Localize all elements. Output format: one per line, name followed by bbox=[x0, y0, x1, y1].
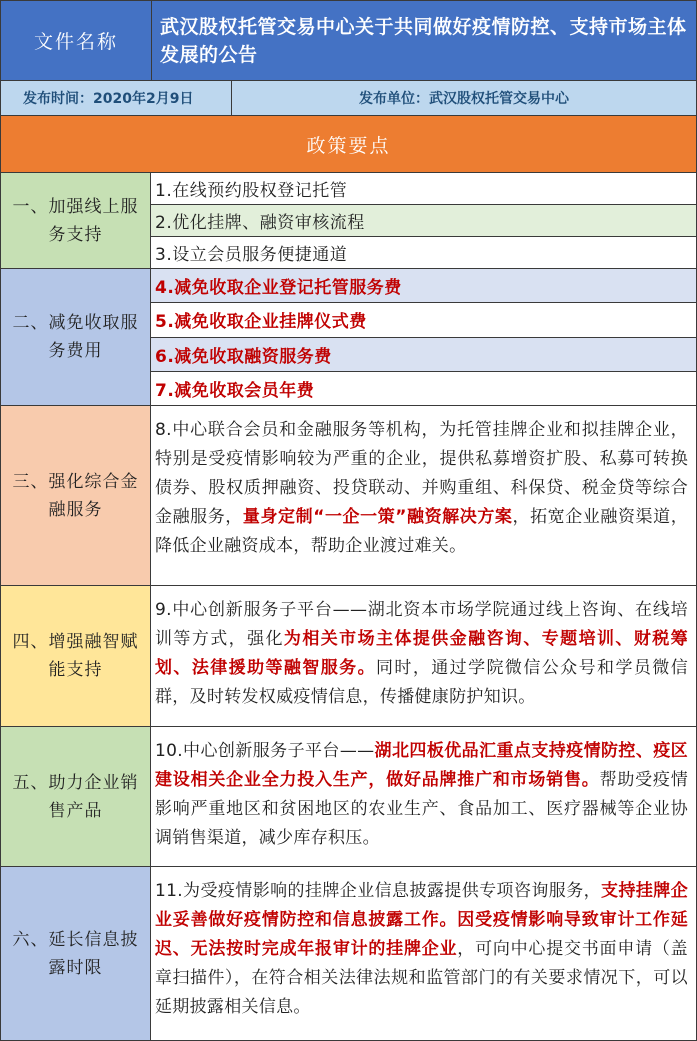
paragraph-text: 同时，通过学院微信公众号和学员微信群，及时转发权威疫情信息，传播健康防护知识。 bbox=[155, 658, 688, 707]
highlighted-text: 量身定制“一企一策”融资解决方案 bbox=[242, 507, 513, 527]
publisher: 发布单位：武汉股权托管交易中心 bbox=[359, 91, 569, 107]
item-list bbox=[151, 173, 696, 268]
section-disclosure-extension bbox=[0, 867, 697, 1041]
section-financial-services bbox=[0, 406, 697, 586]
paragraph-text: 11.为受疫情影响的挂牌企业信息披露提供专项咨询服务， bbox=[155, 881, 602, 901]
item-list bbox=[151, 269, 696, 405]
highlighted-text: 为相关市场主体提供金融咨询、专题培训、财税筹划、法律援助等融智服务。 bbox=[155, 629, 688, 678]
list-item: 5.减免收取企业挂牌仪式费 bbox=[151, 303, 696, 337]
paragraph-text: 8.中心联合会员和金融服务等机构，为托管挂牌企业和拟挂牌企业，特别是受疫情影响较为严重的企业，提供私募增资扩股、私募可转换债券、股权质押融资、投贷联动、并购重组、科保贷、税金贷等综合金融服务， bbox=[155, 420, 688, 527]
section-category: 五、助力企业销售产品 bbox=[1, 727, 151, 866]
list-item: 6.减免收取融资服务费 bbox=[151, 338, 696, 372]
list-item: 4.减免收取企业登记托管服务费 bbox=[151, 269, 696, 303]
list-item: 2.优化挂牌、融资审核流程 bbox=[151, 205, 696, 237]
list-item: 3.设立会员服务便捷通道 bbox=[155, 245, 348, 265]
section-category: 六、延长信息披露时限 bbox=[1, 867, 151, 1040]
meta-row bbox=[0, 80, 697, 116]
section-online-service bbox=[0, 173, 697, 269]
paragraph-text: 10.中心创新服务子平台—— bbox=[155, 741, 375, 761]
paragraph-text: 帮助受疫情影响严重地区和贫困地区的农业生产、食品加工、医疗器械等企业协调销售渠道，减少库存积压。 bbox=[155, 770, 689, 848]
policy-points-banner: 政策要点 bbox=[0, 115, 697, 173]
section-body bbox=[151, 727, 696, 866]
section-category: 二、减免收取服务费用 bbox=[1, 269, 151, 405]
section-intellectual-support bbox=[0, 586, 697, 727]
section-fee-reduction bbox=[0, 269, 697, 406]
paragraph-text: ，可向中心提交书面申请（盖章扫描件），在符合相关法律法规和监管部门的有关要求情况下，可以延期披露相关信息。 bbox=[155, 939, 688, 1017]
section-product-sales bbox=[0, 727, 697, 867]
section-body bbox=[151, 586, 696, 726]
highlighted-text: 湖北四板优品汇重点支持疫情防控、疫区建设相关企业全力投入生产，做好品牌推广和市场销售。 bbox=[155, 741, 688, 790]
section-body bbox=[151, 406, 696, 585]
paragraph-text: 9.中心创新服务子平台——湖北资本市场学院通过线上咨询、在线培训等方式，强化 bbox=[155, 600, 688, 649]
section-category: 四、增强融智赋能支持 bbox=[1, 586, 151, 726]
paragraph-text: ，拓宽企业融资渠道，降低企业融资成本，帮助企业渡过难关。 bbox=[155, 507, 689, 556]
section-paragraph bbox=[151, 586, 696, 716]
list-item: 1.在线预约股权登记托管 bbox=[151, 173, 696, 205]
section-paragraph bbox=[151, 727, 696, 857]
section-paragraph bbox=[151, 867, 696, 1026]
list-item: 7.减免收取会员年费 bbox=[155, 380, 315, 401]
section-category: 一、加强线上服务支持 bbox=[1, 173, 151, 268]
section-paragraph bbox=[151, 406, 696, 565]
publish-date: 发布时间：2020年2月9日 bbox=[1, 81, 232, 115]
header-row bbox=[0, 0, 697, 81]
section-body bbox=[151, 867, 696, 1040]
file-name-label: 文件名称 bbox=[1, 1, 152, 80]
highlighted-text: 支持挂牌企业妥善做好疫情防控和信息披露工作。因受疫情影响导致审计工作延迟、无法按时完成年报审计的挂牌企业 bbox=[155, 881, 688, 959]
section-category: 三、强化综合金融服务 bbox=[1, 406, 151, 585]
document-title: 武汉股权托管交易中心关于共同做好疫情防控、支持市场主体发展的公告 bbox=[160, 15, 687, 66]
